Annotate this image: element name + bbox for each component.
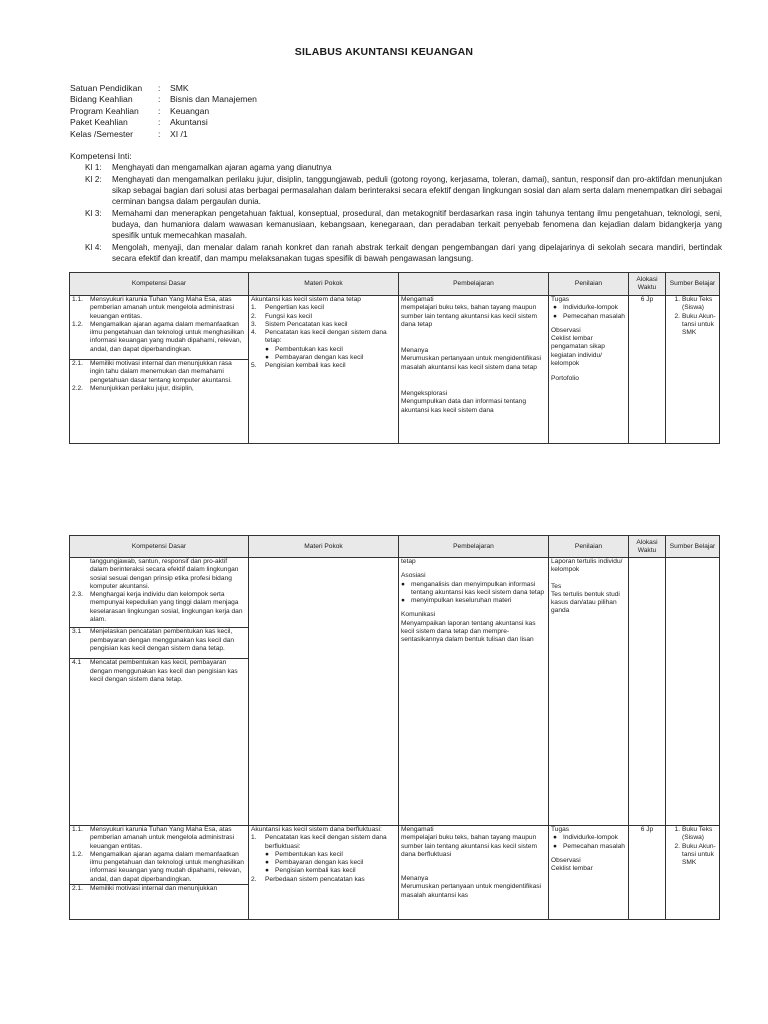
pb-text: Mengumpulkan data dan informasi tentang akuntansi kas kecil sistem dana	[401, 398, 526, 414]
kd-number: 1.2.	[72, 320, 83, 328]
mp-item	[251, 329, 396, 346]
pn-cell	[549, 296, 629, 444]
pn-heading: Tugas	[551, 826, 570, 833]
bullet-icon: ●	[265, 850, 269, 858]
pn-text: Laporan tertulis individu/ kelompok	[551, 558, 623, 574]
pb-heading: Mengeksplorasi	[401, 390, 448, 398]
document-title: SILABUS AKUNTANSI KEUANGAN	[294, 46, 474, 58]
kd-item	[70, 884, 248, 893]
header-mp: Materi Pokok	[249, 273, 399, 296]
mp-bullet	[251, 867, 396, 875]
bullet-icon: ●	[401, 580, 405, 588]
kd-cell	[70, 296, 249, 444]
table-row	[70, 826, 720, 920]
table-row	[70, 558, 720, 826]
colon: :	[158, 94, 161, 105]
ki-label: KI 4:	[85, 243, 102, 252]
pn-bullet	[551, 313, 626, 321]
sb-cell	[666, 558, 720, 826]
pn-bullet-text: Individu/ke-lompok	[563, 304, 618, 312]
syllabus-table-2	[69, 535, 720, 920]
pb-text: mempelajari buku teks, bahan tayang maupun sumber lain tentang akuntansi kas kecil sistem dana tetap	[401, 304, 537, 328]
header-sb: Sumber Belajar	[666, 536, 720, 558]
pn-heading: Observasi	[551, 856, 581, 864]
kd-text: Memiliki motivasi internal dan menunjukkan	[90, 885, 218, 893]
kd-number: 2.1.	[72, 885, 83, 893]
mp-heading: Akuntansi kas kecil sistem dana berfluktuasi:	[251, 826, 382, 833]
identity-row	[70, 83, 257, 94]
mp-item	[251, 304, 396, 312]
header-aw: Alokasi Waktu	[629, 273, 666, 296]
identity-row	[70, 94, 257, 105]
core-competence-list	[70, 162, 722, 265]
kd-text: Menghargai kerja individu dan kelompok serta mempunyai kepedulian yang tinggi dalam menjaga keselarasan lingkungan sosial, lingkungan kerja dan alam.	[90, 591, 243, 624]
kd-number: 2.2.	[72, 384, 83, 392]
kd-number: 1.2.	[72, 850, 83, 858]
core-competence-heading: Kompetensi Inti:	[70, 151, 132, 161]
identity-value: XI /1	[170, 128, 188, 139]
core-competence-item	[70, 174, 722, 207]
sb-text: Buku Akun-tansi untuk SMK	[682, 312, 716, 337]
kd-number: 2.3.	[72, 591, 83, 599]
pb-cell	[399, 296, 549, 444]
colon: :	[158, 128, 161, 139]
ki-text: Menghayati dan mengamalkan perilaku jujur, disiplin, tanggungjawab, peduli (gotong royong, kerjasama, toleran, damai), santun, responsif dan pro-aktifdan menunjukan sikap sebagai bagian dari solusi atas berbagai permasalahan dalam berinteraksi secara efektif dengan lingkungan sosial dan alam serta dalam menempatkan diri sebagai cerminan bangsa dalam pergaulan dunia.	[112, 175, 722, 206]
pb-heading: Menanya	[401, 875, 429, 883]
kd-item	[72, 591, 246, 624]
syllabus-table-1	[69, 272, 720, 444]
core-competence-item	[70, 242, 722, 264]
identity-value: Bisnis dan Manajemen	[170, 94, 257, 105]
mp-text: Fungsi kas kecil	[265, 312, 312, 320]
identity-value: Keuangan	[170, 105, 210, 116]
mp-number: 3.	[251, 320, 257, 328]
kd-number: 2.1.	[72, 360, 83, 368]
sb-cell	[666, 296, 720, 444]
pn-heading: Tugas	[551, 296, 570, 303]
kd-text: Mensyukuri karunia Tuhan Yang Maha Esa, atas pemberian amanah untuk mengelola administrasi keuangan entitas.	[90, 296, 235, 320]
mp-bullet-text: Pembentukan kas kecil	[275, 345, 343, 353]
mp-bullet	[251, 346, 396, 354]
sb-number: 2.	[674, 842, 680, 850]
mp-cell	[249, 826, 399, 920]
identity-key: Kelas /Semester	[70, 128, 134, 139]
mp-number: 4.	[251, 329, 257, 337]
mp-number: 2.	[251, 875, 257, 883]
bullet-icon: ●	[265, 345, 269, 353]
pb-heading: Komunikasi	[401, 611, 436, 619]
mp-text: Pencatatan kas kecil dengan sistem dana berfluktuasi:	[265, 834, 387, 850]
pb-bullet	[401, 597, 546, 605]
identity-key: Program Keahlian	[70, 105, 139, 116]
pn-heading: Tes	[551, 582, 562, 590]
ki-label: KI 3:	[85, 209, 102, 218]
pb-text: tetap	[401, 558, 416, 565]
identity-row	[70, 129, 257, 140]
aw-cell: 6 Jp	[629, 296, 666, 444]
ki-label: KI 2:	[85, 175, 102, 184]
bullet-icon: ●	[553, 304, 557, 312]
pb-text: Menyampaikan laporan tentang akuntansi kas kecil sistem dana tetap dan mempre-sentasikannya dalam bentuk tulisan dan lisan	[401, 619, 536, 644]
pn-heading: Portofolio	[551, 375, 579, 383]
header-sb: Sumber Belajar	[666, 273, 720, 296]
bullet-icon: ●	[265, 867, 269, 875]
mp-bullet	[251, 851, 396, 859]
mp-bullet	[251, 859, 396, 867]
kd-item	[70, 658, 248, 684]
mp-item	[251, 313, 396, 321]
core-competence-item	[70, 208, 722, 241]
header-kd: Kompetensi Dasar	[70, 536, 249, 558]
table-header-row	[70, 273, 720, 296]
pb-bullet	[401, 581, 546, 598]
colon: :	[158, 105, 161, 116]
identity-block	[70, 83, 257, 140]
mp-bullet-text: Pembentukan kas kecil	[275, 850, 343, 858]
mp-item	[251, 834, 396, 851]
mp-number: 1.	[251, 834, 257, 842]
pn-bullet	[551, 304, 626, 312]
mp-text: Perbedaan sistem pencatatan kas	[265, 875, 365, 883]
pb-text: mempelajari buku teks, bahan tayang maupun sumber lain tentang akuntansi kas kecil sistem dana berfluktuasi	[401, 834, 537, 858]
header-kd: Kompetensi Dasar	[70, 273, 249, 296]
bullet-icon: ●	[265, 859, 269, 867]
colon: :	[158, 117, 161, 128]
pb-text: Merumuskan pertanyaan untuk mengidentifikasi masalah akuntansi kas	[401, 883, 542, 899]
aw-cell: 6 Jp	[629, 826, 666, 920]
identity-key: Bidang Keahlian	[70, 94, 133, 105]
kd-text: Memiliki motivasi internal dan menunjukkan rasa ingin tahu dalam menemukan dan memahami pengetahuan dasar tentang komputer akuntansi.	[90, 360, 232, 384]
pb-bullet-text: menyimpulkan keseluruhan materi	[411, 597, 512, 605]
sb-number: 1.	[674, 826, 680, 833]
mp-bullet	[251, 354, 396, 362]
kd-item	[70, 359, 248, 385]
kd-cell	[70, 558, 249, 826]
mp-text: Pengertian kas kecil	[265, 304, 325, 312]
sb-item	[668, 826, 717, 843]
identity-value: Akuntansi	[170, 117, 208, 128]
mp-bullet-text: Pembayaran dengan kas kecil	[275, 354, 364, 362]
sb-item	[668, 296, 717, 313]
kd-item	[70, 627, 248, 653]
pn-bullet-text: Individu/ke-lompok	[563, 834, 618, 842]
ki-label: KI 1:	[85, 163, 102, 172]
ki-text: Menghayati dan mengamalkan ajaran agama yang dianutnya	[112, 163, 332, 172]
identity-row	[70, 106, 257, 117]
sb-number: 2.	[674, 312, 680, 320]
kd-text: Mengamalkan ajaran agama dalam memanfaatkan ilmu pengetahuan dan teknologi untuk menghasilkan informasi keuangan yang mudah dipahami, relevan, andal, dan dapat diperbandingkan.	[90, 850, 244, 883]
header-aw: Alokasi Waktu	[629, 536, 666, 558]
sb-item	[668, 313, 717, 338]
identity-value: SMK	[170, 83, 189, 93]
pb-cell	[399, 826, 549, 920]
pn-text: Ceklist lembar pengamatan sikap kegiatan individu/ kelompok	[551, 335, 605, 368]
mp-text: Sistem Pencatatan kas kecil	[265, 320, 348, 328]
mp-text: Pengisian kembali kas kecil	[265, 362, 346, 370]
core-competence-item	[70, 162, 722, 173]
pn-cell	[549, 558, 629, 826]
kd-text: Menunjukkan perilaku jujur, disiplin,	[90, 384, 194, 392]
pb-text: Merumuskan pertanyaan untuk mengidentifikasi masalah akuntansi kas kecil sistem dana tetap	[401, 355, 542, 371]
aw-cell	[629, 558, 666, 826]
kd-number: 4.1	[72, 659, 82, 667]
header-pb: Pembelajaran	[399, 536, 549, 558]
kd-item	[72, 385, 246, 393]
pb-heading: Menanya	[401, 347, 429, 355]
kd-text: tanggungjawab, santun, responsif dan pro-aktif dalam berinteraksi secara efektif dalam lingkungan sosial sesuai dengan prinsip etika profesi bidang komputer akuntansi.	[90, 558, 239, 590]
header-pb: Pembelajaran	[399, 273, 549, 296]
bullet-icon: ●	[401, 597, 405, 605]
pn-bullet-text: Pemecahan masalah	[563, 842, 625, 850]
kd-number: 3.1	[72, 628, 82, 636]
sb-cell	[666, 826, 720, 920]
pb-heading: Asosiasi	[401, 572, 426, 580]
kd-text: Mencatat pembentukan kas kecil, pembayaran dengan menggunakan kas kecil dan pengisian kas kecil dengan sistem dana tetap.	[90, 659, 238, 683]
pn-heading: Observasi	[551, 326, 581, 334]
sb-item	[668, 843, 717, 868]
kd-text: Menjelaskan pencatatan pembentukan kas kecil, pembayaran dengan menggunakan kas kecil dan pengisian kas kecil dengan sistem dana tetap.	[90, 628, 235, 652]
mp-item	[251, 876, 396, 884]
colon: :	[158, 83, 161, 93]
ki-text: Memahami dan menerapkan pengetahuan faktual, konseptual, prosedural, dan metakognitif berdasarkan rasa ingin tahunya tentang ilmu pengetahuan, teknologi, seni, budaya, dan humaniora dalam wawasan kemanusiaan, kebangsaan, kenegaraan, dan peradaban terkait penyebab fenomena dan kejadian dalam bidangkerja yang spesifik untuk memecahkan masalah.	[112, 209, 722, 240]
pn-text: Ceklist lembar	[551, 865, 593, 873]
table-header-row	[70, 536, 720, 558]
header-pn: Penilaian	[549, 536, 629, 558]
kd-number: 1.1.	[72, 826, 83, 833]
pn-text: Tes tertulis bentuk studi kasus dan/atau pilihan ganda	[551, 590, 620, 615]
mp-item	[251, 321, 396, 329]
pn-bullet	[551, 843, 626, 851]
mp-item	[251, 362, 396, 370]
kd-item	[72, 851, 246, 884]
kd-item	[72, 826, 246, 851]
pb-heading: Mengamati	[401, 826, 434, 833]
sb-text: Buku Teks (Siswa)	[682, 826, 713, 842]
sb-text: Buku Teks (Siswa)	[682, 296, 713, 312]
kd-cell	[70, 826, 249, 920]
bullet-icon: ●	[265, 354, 269, 362]
table-row	[70, 296, 720, 444]
mp-number: 5.	[251, 362, 257, 370]
pn-bullet-text: Pemecahan masalah	[563, 312, 625, 320]
mp-number: 1.	[251, 304, 257, 312]
pn-cell	[549, 826, 629, 920]
kd-text: Mensyukuri karunia Tuhan Yang Maha Esa, atas pemberian amanah untuk mengelola administrasi keuangan entitas.	[90, 826, 235, 850]
header-mp: Materi Pokok	[249, 536, 399, 558]
header-pn: Penilaian	[549, 273, 629, 296]
mp-cell	[249, 296, 399, 444]
mp-cell	[249, 558, 399, 826]
mp-text: Pencatatan kas kecil dengan sistem dana tetap:	[265, 329, 387, 345]
sb-number: 1.	[674, 296, 680, 303]
bullet-icon: ●	[553, 834, 557, 842]
pb-bullet-text: menganalisis dan menyimpulkan informasi tentang akuntansi kas kecil sistem dana tetap	[411, 580, 545, 596]
kd-item	[72, 558, 246, 591]
kd-text: Mengamalkan ajaran agama dalam memanfaatkan ilmu pengetahuan dan teknologi untuk menghasilkan informasi keuangan yang mudah dipahami, relevan, andal, dan dapat diperbandingkan.	[90, 320, 244, 353]
sb-text: Buku Akun-tansi untuk SMK	[682, 842, 716, 867]
bullet-icon: ●	[553, 312, 557, 320]
bullet-icon: ●	[553, 842, 557, 850]
kd-number: 1.1.	[72, 296, 83, 303]
identity-key: Satuan Pendidikan	[70, 83, 143, 93]
identity-key: Paket Keahlian	[70, 117, 128, 128]
kd-item	[72, 321, 246, 354]
pn-bullet	[551, 834, 626, 842]
mp-bullet-text: Pembayaran dengan kas kecil	[275, 859, 364, 867]
mp-number: 2.	[251, 312, 257, 320]
mp-bullet-text: Pengisian kembali kas kecil	[275, 867, 356, 875]
kd-item	[72, 296, 246, 321]
identity-row	[70, 117, 257, 128]
pb-cell	[399, 558, 549, 826]
ki-text: Mengolah, menyaji, dan menalar dalam ranah konkret dan ranah abstrak terkait dengan pengembangan dari yang dipelajarinya di sekolah secara mandiri, bertindak secara efektif dan kreatif, dan mampu melaksanakan tugas spesifik di bawah pengawasan langsung.	[112, 243, 722, 263]
pb-heading: Mengamati	[401, 296, 434, 303]
mp-heading: Akuntansi kas kecil sistem dana tetap	[251, 296, 361, 303]
